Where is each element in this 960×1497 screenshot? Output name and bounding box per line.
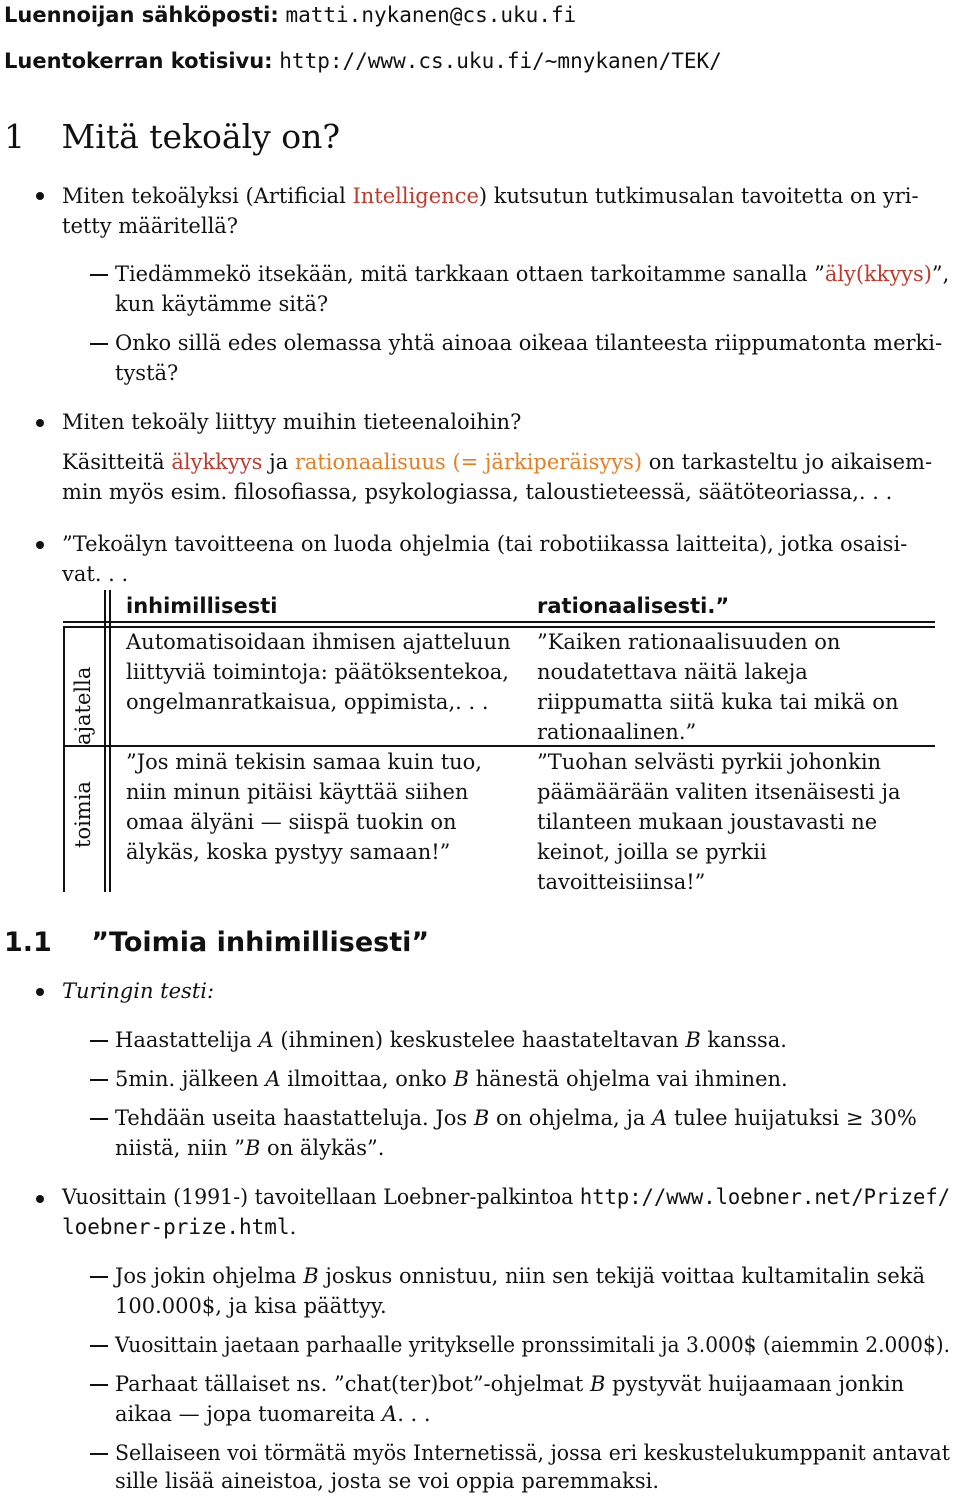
table-vline xyxy=(63,626,65,892)
highlight-text: äly(kkyys) xyxy=(824,262,932,286)
dash-text-cont: kun käytämme sitä? xyxy=(115,292,329,316)
table-vline xyxy=(109,590,111,892)
bullet-text: Miten tekoäly liittyy muihin tieteenaloihin? xyxy=(62,410,522,434)
text-span: Miten tekoälyksi (Artificial xyxy=(62,184,353,208)
homepage-link[interactable]: http://www.cs.uku.fi/~mnykanen/TEK/ xyxy=(279,49,722,73)
section-title: ”Toimia inhimillisesti” xyxy=(91,927,430,958)
table-cell: Automatisoidaan ihmisen ajatteluun liittyviä toimintoja: päätöksentekoa, ongelmanratkaisua, oppimista,. . . xyxy=(126,630,511,714)
text-span: Tehdään useita haastatteluja. Jos xyxy=(115,1106,474,1130)
email-line xyxy=(4,0,576,30)
email-label: Luennoijan sähköposti: xyxy=(4,3,279,27)
loebner-link-cont[interactable]: loebner-prize.html xyxy=(62,1215,290,1239)
text-span: tulee huijatuksi ≥ 30% xyxy=(667,1106,917,1130)
dash-text xyxy=(115,1103,917,1133)
highlight-text: älykkyys xyxy=(171,450,263,474)
dash-icon xyxy=(90,1276,108,1278)
text-span: Tiedämmekö itsekään, mitä tarkkaan ottaen tarkoitamme sanalla ” xyxy=(115,262,825,286)
section-number: 1 xyxy=(4,117,25,156)
text-span: aikaa — jopa tuomareita xyxy=(115,1402,383,1426)
column-header-inhimillisesti: inhimillisesti xyxy=(126,594,278,618)
homepage-label: Luentokerran kotisivu: xyxy=(4,49,273,73)
dash-icon xyxy=(90,1345,108,1347)
email-link[interactable]: matti.nykanen@cs.uku.fi xyxy=(285,3,577,27)
table-cell: ”Kaiken rationaalisuuden on noudatettava näitä lakeja riippumatta siitä kuka tai mikä on rationaalinen.” xyxy=(537,630,899,744)
text-span: (ihminen) keskustelee haastateltavan xyxy=(273,1028,686,1052)
text-span: joskus onnistuu, niin sen tekijä voittaa kultamitalin sekä xyxy=(318,1264,926,1288)
bullet-icon xyxy=(36,988,44,996)
column-header-rationaalisesti: rationaalisesti.” xyxy=(537,594,730,618)
table-vline xyxy=(104,590,106,892)
paragraph-text xyxy=(62,447,932,477)
bullet-text-cont: vat. . . xyxy=(62,562,129,586)
dash-icon xyxy=(90,1118,108,1120)
text-span: on tarkasteltu jo aikaisem- xyxy=(642,450,933,474)
text-span: on älykäs”. xyxy=(260,1136,385,1160)
text-span: on ohjelma, ja xyxy=(489,1106,653,1130)
text-span: kanssa. xyxy=(700,1028,787,1052)
bullet-icon xyxy=(36,419,44,427)
math-var: A xyxy=(652,1106,668,1130)
math-var: B xyxy=(473,1106,490,1130)
highlight-text: Intelligence xyxy=(352,184,479,208)
homepage-line xyxy=(4,46,722,76)
text-span: . . . xyxy=(397,1402,431,1426)
text-span: Parhaat tällaiset ns. ”chat(ter)bot”-ohjelmat xyxy=(115,1372,591,1396)
section-number: 1.1 xyxy=(4,927,52,958)
text-span: ”, xyxy=(931,262,950,286)
text-span: ) kutsutun tutkimusalan tavoitetta on yri- xyxy=(478,184,919,208)
italic-text: Turingin testi: xyxy=(62,979,215,1003)
math-var: B xyxy=(453,1067,469,1091)
row-label-toimia: toimia xyxy=(71,781,95,848)
bullet-text xyxy=(62,1182,950,1212)
bullet-icon xyxy=(36,1195,44,1203)
table-cell: ”Jos minä tekisin samaa kuin tuo, niin minun pitäisi käyttää siihen omaa älyäni — siispä tuokin on älykäs, koska pystyy samaan!” xyxy=(126,750,482,864)
dash-text-cont: sille lisää aineistoa, josta se voi oppia paremmaksi. xyxy=(115,1469,660,1493)
dash-icon xyxy=(90,1384,108,1386)
math-var: B xyxy=(685,1028,701,1052)
dash-text xyxy=(115,1025,787,1055)
dash-icon xyxy=(90,343,108,345)
text-span: niistä, niin ” xyxy=(115,1136,245,1160)
loebner-link[interactable]: http://www.loebner.net/Prizef/ xyxy=(579,1185,951,1209)
text-span: 5min. jälkeen xyxy=(115,1067,266,1091)
dash-text-cont xyxy=(115,1133,384,1163)
dash-text xyxy=(115,1261,925,1291)
bullet-text-cont xyxy=(62,1212,296,1242)
text-span: ilmoittaa, onko xyxy=(280,1067,454,1091)
dash-text: Vuosittain jaetaan parhaalle yritykselle pronssimitali ja 3.000$ (aiemmin 2.000$). xyxy=(115,1333,951,1357)
dash-text: Onko sillä edes olemassa yhtä ainoaa oikeaa tilanteesta riippumatonta merki- xyxy=(115,331,943,355)
text-span: hänestä ohjelma vai ihminen. xyxy=(468,1067,788,1091)
dash-text xyxy=(115,1369,904,1399)
dash-text xyxy=(115,1064,788,1094)
text-span: ja xyxy=(262,450,295,474)
dash-icon xyxy=(90,1079,108,1081)
text-span: Haastattelija xyxy=(115,1028,259,1052)
bullet-text-cont: tetty määritellä? xyxy=(62,214,239,238)
text-span: Jos jokin ohjelma xyxy=(115,1264,304,1288)
math-var: B xyxy=(590,1372,606,1396)
dash-text-cont: tystä? xyxy=(115,361,179,385)
math-var: B xyxy=(244,1136,261,1160)
highlight-text: rationaalisuus (= järkiperäisyys) xyxy=(294,450,643,474)
math-var: A xyxy=(258,1028,274,1052)
math-var: B xyxy=(303,1264,319,1288)
dash-text xyxy=(115,259,949,289)
dash-icon xyxy=(90,1453,108,1455)
paragraph-text-cont: min myös esim. filosofiassa, psykologiassa, taloustieteessä, säätöteoriassa,. . . xyxy=(62,480,893,504)
section-1-1-heading xyxy=(4,926,429,960)
dash-icon xyxy=(90,1040,108,1042)
bullet-text xyxy=(62,181,919,211)
bullet-text: ”Tekoälyn tavoitteena on luoda ohjelmia (tai robotiikassa laitteita), jotka osaisi- xyxy=(62,532,908,556)
bullet-text xyxy=(62,976,214,1006)
math-var: A xyxy=(265,1067,281,1091)
bullet-icon xyxy=(36,541,44,549)
table-hline xyxy=(63,621,935,623)
dash-text-cont: 100.000$, ja kisa päättyy. xyxy=(115,1294,387,1318)
section-1-heading xyxy=(4,117,340,157)
section-title: Mitä tekoäly on? xyxy=(61,117,341,156)
dash-text: Sellaiseen voi törmätä myös Internetissä, jossa eri keskustelukumppanit antavat xyxy=(115,1441,950,1465)
text-span: . xyxy=(289,1215,297,1239)
text-span: pystyvät huijaamaan jonkin xyxy=(605,1372,905,1396)
row-label-ajatella: ajatella xyxy=(71,666,95,745)
bullet-icon xyxy=(36,192,44,200)
dash-icon xyxy=(90,274,108,276)
dash-text-cont xyxy=(115,1399,431,1429)
text-span: Vuosittain (1991-) tavoitellaan Loebner-palkintoa xyxy=(62,1185,580,1209)
text-span: Käsitteitä xyxy=(62,450,172,474)
math-var: A xyxy=(382,1402,398,1426)
table-cell: ”Tuohan selvästi pyrkii johonkin päämäärään valiten itsenäisesti ja tilanteen mukaan joustavasti ne keinot, joilla se pyrkii tavoitteisiinsa!” xyxy=(537,750,901,894)
